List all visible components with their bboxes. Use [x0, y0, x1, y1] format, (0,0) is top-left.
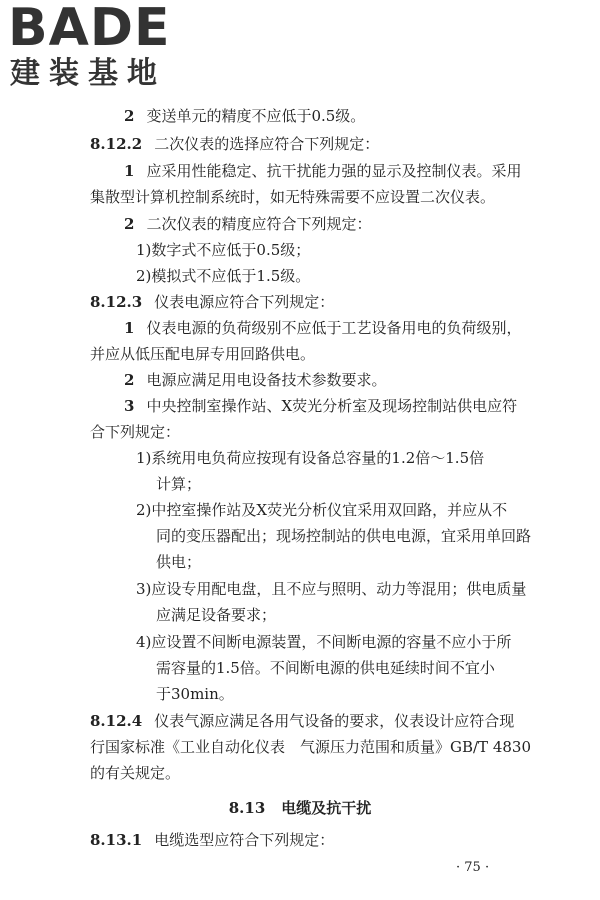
- text-line: 1 应采用性能稳定、抗干扰能力强的显示及控制仪表。采用: [124, 162, 522, 180]
- list-item: 3)应设专用配电盘，且不应与照明、动力等混用；供电质量: [136, 580, 527, 598]
- text-line: 2 电源应满足用电设备技术参数要求。: [124, 371, 387, 389]
- clause-8-13-1: 8.13.1 电缆选型应符合下列规定：: [90, 831, 335, 849]
- logo-chinese: 建装基地: [10, 56, 166, 91]
- text-line: 应满足设备要求；: [156, 606, 277, 624]
- text-line: 行国家标准《工业自动化仪表 气源压力范围和质量》GB/T 4830: [90, 738, 532, 756]
- text-line: 3 中央控制室操作站、X荧光分析室及现场控制站供电应符: [124, 397, 518, 415]
- clause-8-12-2: 8.12.2 二次仪表的选择应符合下列规定：: [90, 135, 380, 153]
- list-item: 1)系统用电负荷应按现有设备总容量的1.2倍～1.5倍: [136, 449, 485, 467]
- text-line: 于30min。: [156, 685, 234, 703]
- text-line: 并应从低压配电屏专用回路供电。: [90, 345, 316, 363]
- list-item: 2)中控室操作站及X荧光分析仪宜采用双回路，并应从不: [136, 501, 508, 519]
- list-item: 2)模拟式不应低于1.5级。: [136, 267, 311, 285]
- text-line: 同的变压器配出；现场控制站的供电电源，宜采用单回路: [156, 527, 532, 545]
- text-line: 合下列规定：: [90, 423, 181, 441]
- clause-8-12-3: 8.12.3 仪表电源应符合下列规定：: [90, 293, 335, 311]
- text-line: 1 仪表电源的负荷级别不应低于工艺设备用电的负荷级别，: [124, 319, 522, 337]
- list-item: 4)应设置不间断电源装置，不间断电源的容量不应小于所: [136, 633, 512, 651]
- text-line: 2 变送单元的精度不应低于0.5级。: [124, 107, 366, 125]
- text-line: 2 二次仪表的精度应符合下列规定：: [124, 215, 372, 233]
- text-line: 集散型计算机控制系统时，如无特殊需要不应设置二次仪表。: [90, 188, 496, 206]
- logo-latin: BADE: [8, 0, 171, 58]
- text-line: 计算；: [156, 475, 202, 493]
- section-heading: 8.13 电缆及抗干扰: [228, 799, 372, 817]
- list-item: 1)数字式不应低于0.5级；: [136, 241, 311, 259]
- page-number: · 75 ·: [456, 860, 490, 875]
- clause-8-12-4: 8.12.4 仪表气源应满足各用气设备的要求，仪表设计应符合现: [90, 712, 515, 730]
- text-line: 的有关规定。: [90, 764, 181, 782]
- text-line: 需容量的1.5倍。不间断电源的供电延续时间不宜小: [156, 659, 495, 677]
- text-line: 供电；: [156, 553, 202, 571]
